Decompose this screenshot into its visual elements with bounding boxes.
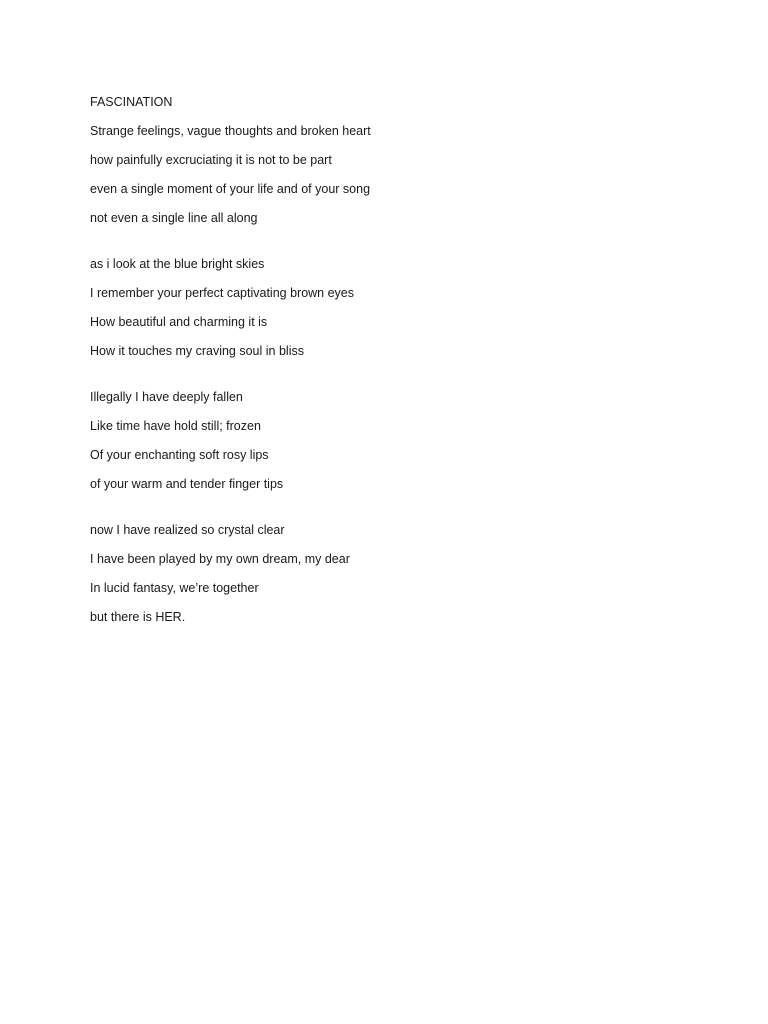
poem-line: even a single moment of your life and of your song xyxy=(90,182,371,196)
poem-line: I have been played by my own dream, my dear xyxy=(90,552,350,566)
poem-line: not even a single line all along xyxy=(90,211,258,225)
poem-line: Illegally I have deeply fallen xyxy=(90,390,243,404)
poem-line: as i look at the blue bright skies xyxy=(90,257,265,271)
stanza-3 xyxy=(90,389,690,492)
poem-line: Strange feelings, vague thoughts and broken heart xyxy=(90,124,371,138)
poem-line: I remember your perfect captivating brown eyes xyxy=(90,286,355,300)
poem-line: how painfully excruciating it is not to be part xyxy=(90,153,332,167)
poem-line: Of your enchanting soft rosy lips xyxy=(90,448,269,462)
poem-title: FASCINATION xyxy=(90,95,173,109)
poem-line: How it touches my craving soul in bliss xyxy=(90,344,304,358)
poem-line: How beautiful and charming it is xyxy=(90,315,268,329)
stanza-2 xyxy=(90,256,690,359)
poem-line: Like time have hold still; frozen xyxy=(90,419,261,433)
poem-line: of your warm and tender finger tips xyxy=(90,477,284,491)
poem-line: In lucid fantasy, we’re together xyxy=(90,581,259,595)
poem-line: now I have realized so crystal clear xyxy=(90,523,285,537)
poem-line: but there is HER. xyxy=(90,610,186,624)
poem xyxy=(90,94,690,638)
stanza-1 xyxy=(90,123,690,226)
stanza-4 xyxy=(90,522,690,625)
